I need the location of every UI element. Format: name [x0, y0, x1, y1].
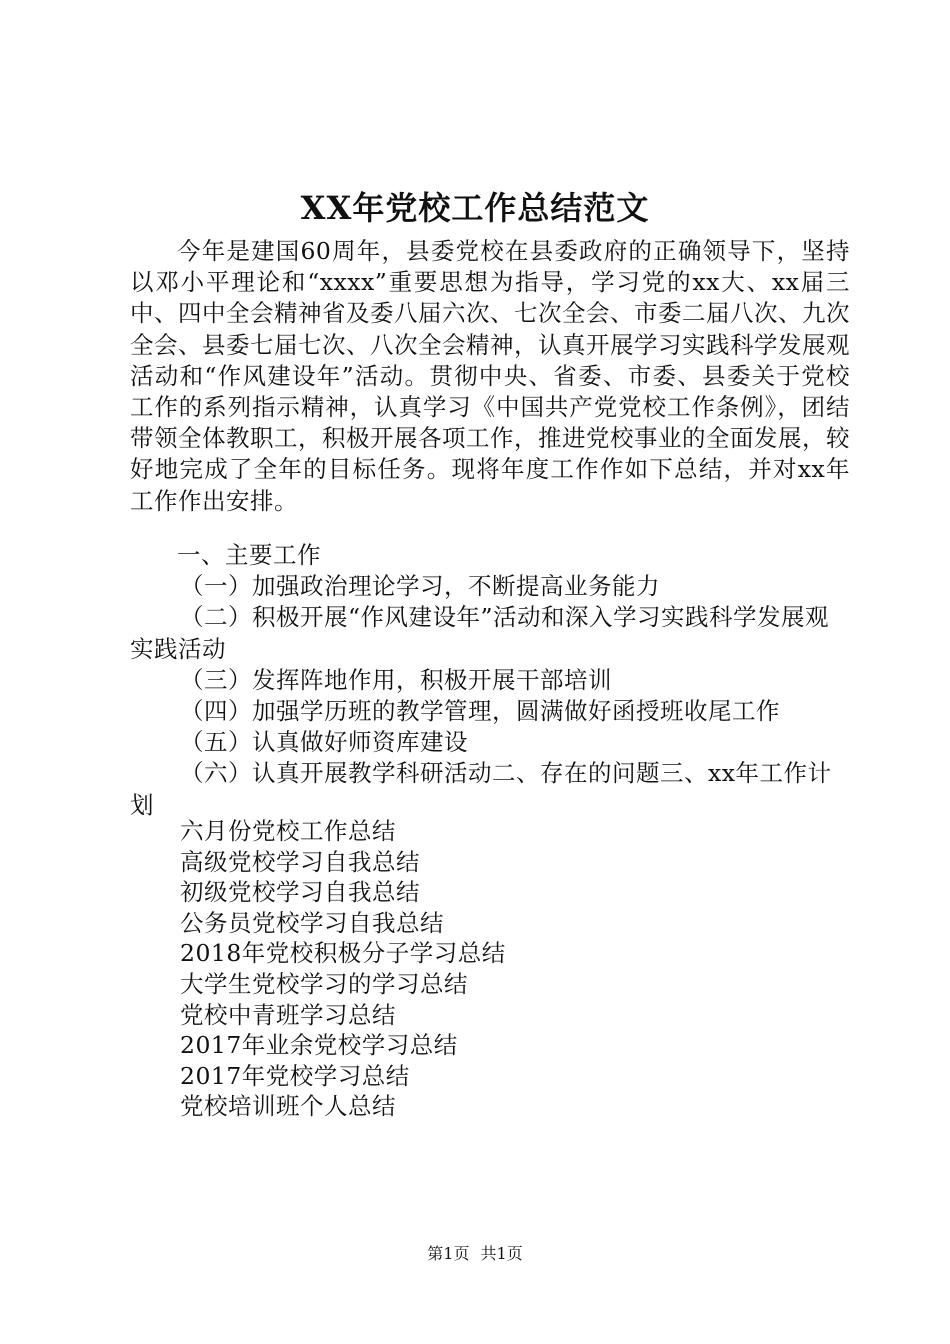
- related-article-link[interactable]: 初级党校学习自我总结: [180, 878, 420, 907]
- outline-item: （一）加强政治理论学习，不断提高业务能力: [180, 572, 660, 601]
- related-article-link[interactable]: 六月份党校工作总结: [180, 817, 396, 845]
- page-total: 共1页: [480, 1244, 523, 1263]
- page-footer: [0, 1242, 950, 1266]
- related-article-link[interactable]: 高级党校学习自我总结: [180, 847, 420, 876]
- outline-item: （六）认真开展教学科研活动二、存在的问题三、xx年工作计划: [130, 759, 832, 819]
- related-article-link[interactable]: 党校培训班个人总结: [180, 1092, 396, 1121]
- outline-item: （二）积极开展“作风建设年”活动和深入学习实践科学发展观实践活动: [130, 603, 830, 663]
- related-article-link[interactable]: 公务员党校学习自我总结: [180, 908, 444, 937]
- page-number: 第1页: [427, 1244, 470, 1263]
- section-heading: 一、主要工作: [177, 541, 321, 569]
- related-article-link[interactable]: 大学生党校学习的学习总结: [180, 969, 468, 998]
- intro-paragraph: 今年是建国60周年，县委党校在县委政府的正确领导下，坚持以邓小平理论和“xxxx”重要思想为指导，学习党的xx大、xx届三中、四中全会精神省及委八届六次、七次全会、市委二届八次、九次全会、县委七届七次、八次全会精神，认真开展学习实践科学发展观活动和“作风建设年”活动。贯彻中央、省委、市委、县委关于党校工作的系列指示精神，认真学习《中国共产党党校工作条例》，团结带领全体教职工，积极开展各项工作，推进党校事业的全面发展，较好地完成了全年的目标任务。现将年度工作作如下总结，并对xx年工作作出安排。: [130, 237, 850, 515]
- related-articles-list: [180, 816, 840, 1122]
- outline-item: （四）加强学历班的教学管理，圆满做好函授班收尾工作: [180, 697, 780, 726]
- related-article-link[interactable]: 2017年党校学习总结: [180, 1061, 410, 1090]
- outline-item: （五）认真做好师资库建设: [180, 728, 468, 757]
- document-title: XX年党校工作总结范文: [300, 189, 650, 227]
- work-outline: [130, 540, 850, 821]
- outline-item: （三）发挥阵地作用，积极开展干部培训: [180, 665, 612, 694]
- related-article-link[interactable]: 2017年业余党校学习总结: [180, 1031, 458, 1060]
- related-article-link[interactable]: 党校中青班学习总结: [180, 1000, 396, 1029]
- related-article-link[interactable]: 2018年党校积极分子学习总结: [180, 939, 506, 968]
